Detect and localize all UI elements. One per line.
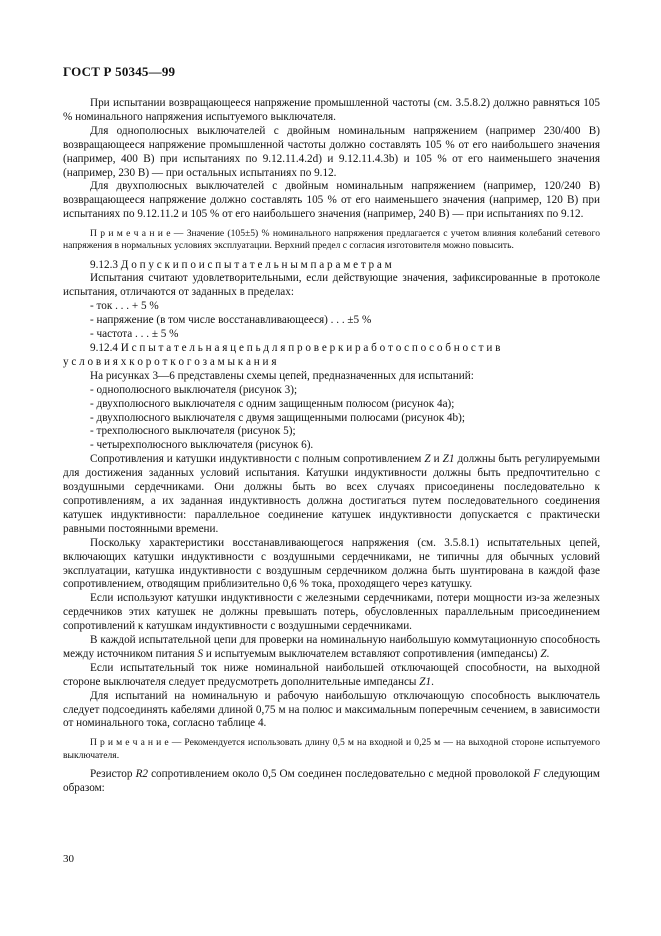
section-heading-9-12-3 bbox=[63, 259, 600, 273]
paragraph: Если используют катушки индуктивности с железными сердечниками, потери мощности из-за железных сердечников этих катушек не должны превышать потерь, обусловленных параллельным присоединением сопротивлений к катушкам индуктивности с воздушными сердечниками. bbox=[63, 592, 600, 633]
paragraph bbox=[63, 453, 600, 536]
text-run: . bbox=[546, 647, 550, 660]
text-run: и испытуемым выключателем вставляют сопротивления (импедансы) bbox=[203, 647, 541, 660]
section-title: И с п ы т а т е л ь н а я ц е п ь д л я п р о в е р к и р а б о т о с п о с о б н о с т и в bbox=[117, 342, 501, 354]
text-run: следующим образом: bbox=[63, 767, 600, 794]
symbol-s: S bbox=[197, 647, 204, 660]
document-body bbox=[63, 97, 600, 796]
standard-header: ГОСТ Р 50345—99 bbox=[63, 64, 176, 79]
text-run: и bbox=[430, 453, 443, 466]
text-run: Сопротивления и катушки индуктивности с полным сопротивлением bbox=[90, 453, 425, 466]
list-item: - частота . . . ± 5 % bbox=[90, 328, 179, 341]
note-label: П р и м е ч а н и е bbox=[90, 737, 169, 749]
note bbox=[63, 737, 600, 761]
text-run: Резистор bbox=[90, 767, 136, 780]
text-run: сопротивлением около 0,5 Ом соединен последовательно с медной проволокой bbox=[148, 767, 534, 780]
section-title-continued: у с л о в и я х к о р о т к о г о з а м ы к а н и я bbox=[63, 355, 277, 368]
list-item: - трехполюсного выключателя (рисунок 5); bbox=[90, 425, 296, 438]
paragraph: При испытании возвращающееся напряжение промышленной частоты (см. 3.5.8.2) должно равняться 105 % номинального напряжения испытуемого выключателя. bbox=[63, 97, 600, 123]
note-text: — Рекомендуется использовать длину 0,5 м на входной и 0,25 м — на выходной стороне испытуемого выключателя. bbox=[63, 737, 600, 761]
paragraph: Для однополюсных выключателей с двойным номинальным напряжением (например 230/400 В) возвращающееся напряжение промышленной частоты должно составлять 105 % от его наибольшего значения (например, 400 В) при испытаниях по 9.12.11.4.2d) и 9.12.11.4.3b) и 105 % от его наименьшего значения (например, 230 В) — при остальных испытаниях по 9.12. bbox=[63, 124, 600, 179]
symbol-z1: Z1 bbox=[419, 675, 432, 688]
list-item: - двухполюсного выключателя с одним защищенным полюсом (рисунок 4а); bbox=[90, 397, 455, 410]
symbol-f: F bbox=[533, 767, 541, 780]
paragraph bbox=[63, 662, 600, 690]
note-label: П р и м е ч а н и е bbox=[90, 228, 171, 240]
symbol-z: Z bbox=[424, 453, 431, 466]
list-item: - ток . . . + 5 % bbox=[90, 300, 159, 313]
paragraph bbox=[63, 768, 600, 796]
note-text: — Значение (105±5) % номинального напряжения предлагается с учетом влияния колебаний сетевого напряжения в нормальных условиях эксплуатации. Верхний предел с согласия изготовителя можно повысить. bbox=[63, 228, 601, 252]
list-item: - четырехполюсного выключателя (рисунок 6). bbox=[90, 439, 314, 452]
section-title: Д о п у с к и п о и с п ы т а т е л ь н ы м п а р а м е т р а м bbox=[117, 258, 392, 271]
list-item: - двухполюсного выключателя с двумя защищенными полюсами (рисунок 4b); bbox=[90, 411, 465, 424]
section-number: 9.12.3 bbox=[90, 258, 118, 271]
paragraph: Поскольку характеристики восстанавливающегося напряжения (см. 3.5.8.1) испытательных цепей, включающих катушки индуктивности с воздушными сердечниками, не типичны для обычных условий эксплуатации, катушка индуктивности с воздушным сердечником должна быть шунтирована в каждой фазе сопротивлением, отводящим приблизительно 0,6 % тока, проходящего через катушку. bbox=[63, 536, 600, 591]
text-run: Если испытательный ток ниже номинальной наибольшей отключающей способности, на выходной стороне выключателя следует предусмотреть дополнительные импедансы bbox=[63, 661, 600, 688]
section-number: 9.12.4 bbox=[90, 342, 118, 354]
list-item: - напряжение (в том числе восстанавливающееся) . . . ±5 % bbox=[90, 314, 372, 327]
text-run: . bbox=[431, 675, 434, 688]
paragraph: На рисунках 3—6 представлены схемы цепей, предназначенных для испытаний: bbox=[90, 369, 474, 382]
page-number: 30 bbox=[63, 853, 74, 865]
paragraph bbox=[63, 634, 600, 662]
text-run: должны быть регулируемыми для достижения заданных условий испытания. Катушки индуктивности должны быть предпочтительно с воздушными сердечниками. Они должны быть во всех случаях присоединены последовательно к сопротивлениям, а их заданная индуктивность должна достигаться путем последовательного соединения катушек индуктивности: параллельное соединение катушек индуктивности допускается с практически равными постоянными времени. bbox=[63, 453, 600, 535]
note bbox=[63, 228, 600, 252]
section-heading-9-12-4 bbox=[63, 342, 600, 356]
paragraph: Испытания считают удовлетворительными, если действующие значения, зафиксированные в протоколе испытания, отличаются от заданных в пределах: bbox=[63, 272, 600, 299]
symbol-z1: Z1 bbox=[442, 453, 455, 466]
paragraph: Для испытаний на номинальную и рабочую наибольшую отключающую способность выключатель следует подсоединять кабелями длиной 0,75 м на полюс и максимальным поперечным сечением, в зависимости от номинального тока, согласно таблице 4. bbox=[63, 689, 600, 730]
text-run: В каждой испытательной цепи для проверки на номинальную наибольшую коммутационную способность между источником питания bbox=[63, 634, 600, 660]
symbol-r2: R2 bbox=[135, 767, 148, 780]
paragraph: Для двухполюсных выключателей с двойным номинальным напряжением (например, 120/240 В) возвращающееся напряжение должно составлять 105 % от его наименьшего значения (например, 120 В) при испытаниях по 9.12.11.2 и 105 % от его наибольшего значения (например, 240 В) — при испытаниях по 9.12. bbox=[63, 180, 600, 221]
symbol-z: Z bbox=[540, 647, 547, 660]
list-item: - однополюсного выключателя (рисунок 3); bbox=[90, 383, 298, 396]
